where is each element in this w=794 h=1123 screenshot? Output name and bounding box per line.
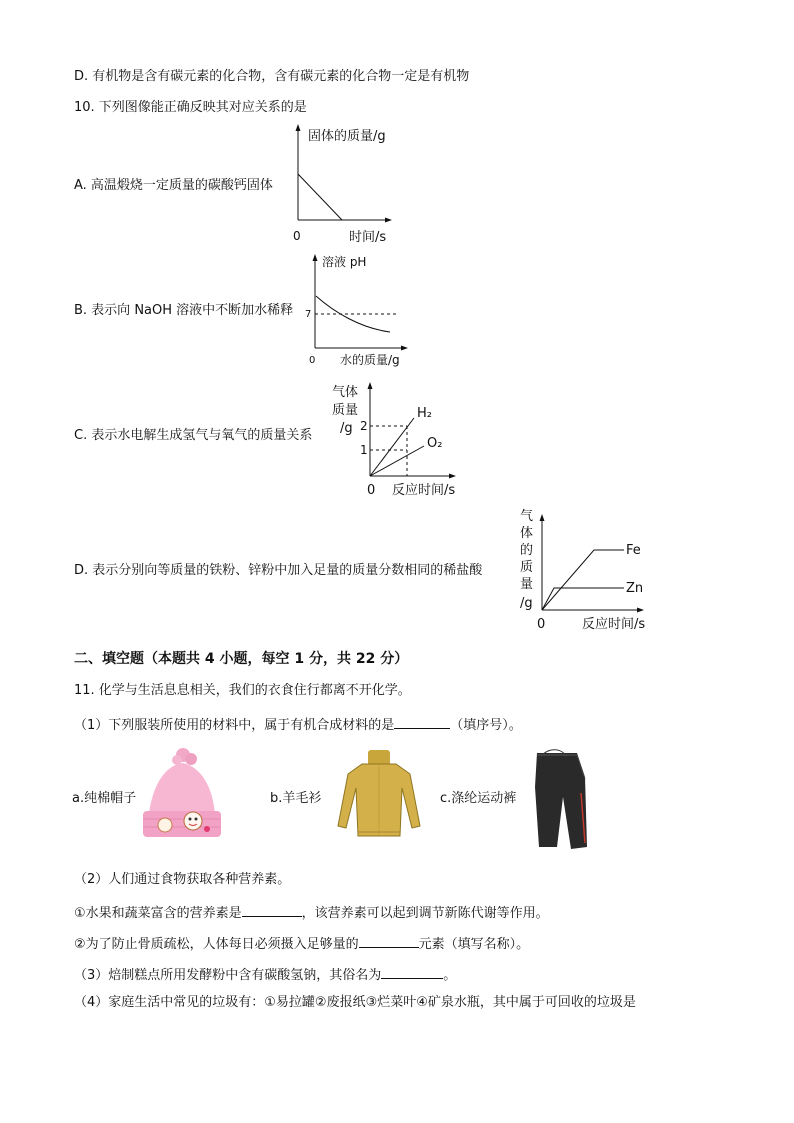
graph-d-origin: 0 xyxy=(537,617,546,632)
graph-b-tick-7: 7 xyxy=(305,309,312,320)
item-c-label: c.涤纶运动裤 xyxy=(440,791,517,806)
q11-2a-text-end: ，该营养素可以起到调节新陈代谢等作用。 xyxy=(301,906,549,921)
q11-part-2: （2）人们通过食物获取各种营养素。 xyxy=(74,872,291,887)
graph-a-xlabel: 时间/s xyxy=(349,230,387,245)
graph-d-ylabel-3: 的 xyxy=(520,543,534,558)
q11-1-text-end: （填序号）。 xyxy=(450,718,522,733)
q11-stem: 11. 化学与生活息息相关，我们的衣食住行都离不开化学。 xyxy=(74,683,411,698)
q9-option-d: D. 有机物是含有碳元素的化合物，含有碳元素的化合物一定是有机物 xyxy=(74,69,470,84)
polyester-pants-image xyxy=(527,747,597,857)
graph-c-tick-2: 2 xyxy=(360,419,368,433)
q11-part-2-a xyxy=(74,903,549,920)
graph-d-ylabel-2: 体 xyxy=(520,526,534,541)
q10-option-b: B. 表示向 NaOH 溶液中不断加水稀释 xyxy=(74,303,294,318)
graph-c-o2-label: O₂ xyxy=(427,436,443,451)
graph-c-tick-1: 1 xyxy=(360,443,368,457)
graph-c-ylabel-3: /g xyxy=(340,421,353,436)
q10-option-d: D. 表示分别向等质量的铁粉、锌粉中加入足量的质量分数相同的稀盐酸 xyxy=(74,563,483,578)
q11-part-4: （4）家庭生活中常见的垃圾有：①易拉罐②废报纸③烂菜叶④矿泉水瓶，其中属于可回收的垃圾是 xyxy=(74,995,636,1010)
graph-a-origin: 0 xyxy=(293,229,301,243)
q11-2a-text: ①水果和蔬菜富含的营养素是 xyxy=(74,906,242,921)
graph-a-ylabel: 固体的质量/g xyxy=(308,129,386,144)
q10-option-c: C. 表示水电解生成氢气与氧气的质量关系 xyxy=(74,428,313,443)
graph-b-origin: 0 xyxy=(309,355,316,366)
graph-c-origin: 0 xyxy=(367,483,376,498)
q11-part-2-b xyxy=(74,934,529,951)
q11-part-3 xyxy=(74,965,456,982)
q10-option-a: A. 高温煅烧一定质量的碳酸钙固体 xyxy=(74,178,273,193)
graph-a-line xyxy=(298,174,342,220)
answer-blank-11-3[interactable] xyxy=(381,965,443,979)
graph-b-xlabel: 水的质量/g xyxy=(340,353,400,367)
graph-c-ylabel-1: 气体 xyxy=(332,385,359,400)
q11-2b-text-end: 元素（填写名称）。 xyxy=(418,937,530,952)
item-a-label: a.纯棉帽子 xyxy=(72,791,137,806)
graph-d-ylabel-1: 气 xyxy=(520,509,534,524)
graph-d-zn-label: Zn xyxy=(626,581,644,596)
graph-a xyxy=(280,122,400,252)
item-b-label: b.羊毛衫 xyxy=(270,791,322,806)
graph-b-ylabel: 溶液 pH xyxy=(322,255,367,269)
q11-part-1 xyxy=(74,715,522,732)
graph-d-ylabel-4: 质 xyxy=(520,560,534,575)
graph-d-ylabel-5: 量 xyxy=(520,577,534,592)
q11-2b-text: ②为了防止骨质疏松，人体每日必须摄入足够量的 xyxy=(74,937,359,952)
answer-blank-11-1[interactable] xyxy=(394,715,450,729)
q10-stem: 10. 下列图像能正确反映其对应关系的是 xyxy=(74,100,307,115)
q11-3-text: （3）焙制糕点所用发酵粉中含有碳酸氢钠，其俗名为 xyxy=(74,968,382,983)
answer-blank-11-2a[interactable] xyxy=(242,903,302,917)
graph-c xyxy=(328,378,468,500)
answer-blank-11-2b[interactable] xyxy=(359,934,419,948)
graph-d xyxy=(514,508,654,636)
graph-d-fe-label: Fe xyxy=(626,543,641,558)
graph-c-ylabel-2: 质量 xyxy=(332,403,359,418)
section-2-heading: 二、填空题（本题共 4 小题，每空 1 分，共 22 分） xyxy=(74,651,409,667)
graph-b xyxy=(300,252,420,370)
graph-d-zn-line xyxy=(542,588,624,610)
graph-d-fe-line xyxy=(542,550,624,610)
graph-c-xlabel: 反应时间/s xyxy=(392,483,456,498)
wool-sweater-image xyxy=(328,748,428,848)
graph-d-xlabel: 反应时间/s xyxy=(582,617,646,632)
graph-c-h2-label: H₂ xyxy=(417,406,432,421)
graph-d-ylabel-6: /g xyxy=(520,596,533,611)
cotton-hat-image xyxy=(135,745,225,850)
q11-1-text: （1）下列服装所使用的材料中，属于有机合成材料的是 xyxy=(74,718,395,733)
q11-3-text-end: 。 xyxy=(443,968,457,983)
